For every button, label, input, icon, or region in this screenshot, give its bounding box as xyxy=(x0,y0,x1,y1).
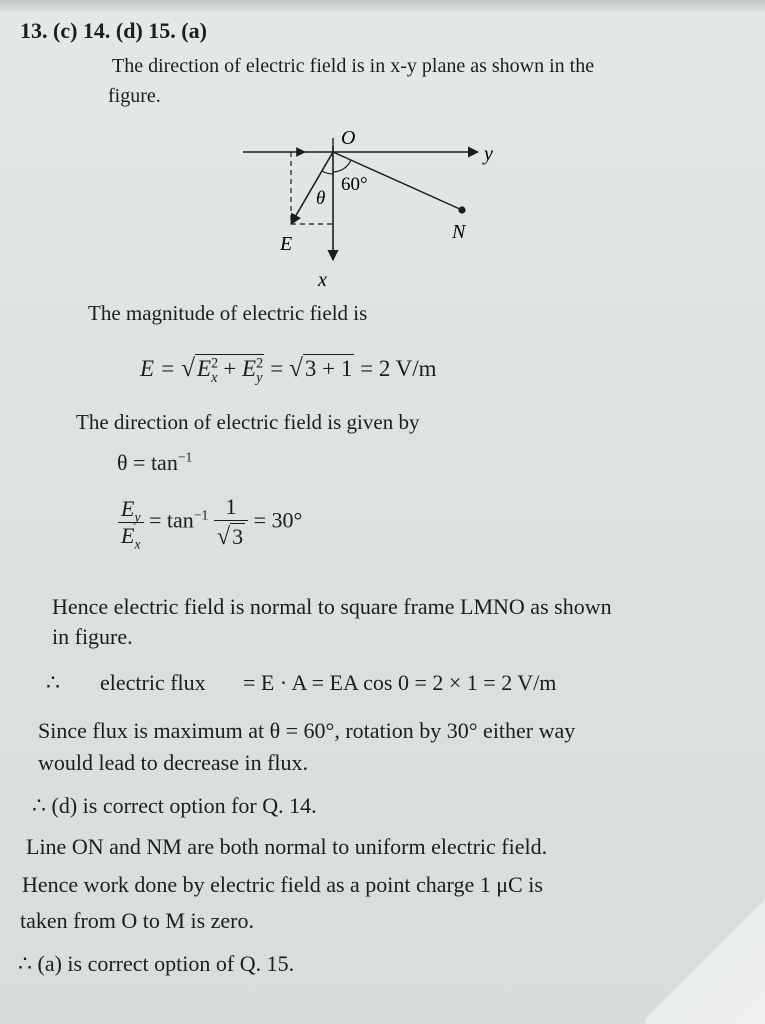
theta-equation: $\theta = \tan^{-1}$ xyxy=(117,449,193,475)
magnitude-intro: The magnitude of electric field is xyxy=(88,301,368,325)
q14-answer: ∴ (d) is correct option for Q. 14. xyxy=(32,793,317,818)
angle-60-label: 60° xyxy=(341,174,368,195)
page-edge-shadow xyxy=(0,0,765,12)
flux-therefore: ∴ xyxy=(46,670,60,695)
para1-line-1: Since flux is maximum at θ = 60°, rotation by 30° either way xyxy=(38,718,576,743)
point-n-dot xyxy=(458,206,465,213)
origin-label: O xyxy=(341,127,356,149)
q15-answer: ∴ (a) is correct option of Q. 15. xyxy=(18,951,295,976)
y-axis-label: y xyxy=(484,143,493,165)
field-vector-e xyxy=(291,152,333,224)
tan-equation: $\frac{E_y}{E_x}$ = $\tan^{-1}$ $\frac{1}{√3}$ = 30° xyxy=(118,496,302,549)
normal-line-2: in figure. xyxy=(52,624,133,649)
flux-equation: = E · A = EA cos 0 = 2 × 1 = 2 V/m xyxy=(243,670,557,695)
point-n-label: N xyxy=(452,221,466,243)
normal-line-1: Hence electric field is normal to square frame LMNO as shown xyxy=(52,594,612,619)
magnitude-equation: $E = √E^2_x + E^2_y = √3 + 1 = 2$ V/m xyxy=(140,354,437,386)
para1-line-2: would lead to decrease in flux. xyxy=(38,750,309,775)
x-axis-label: x xyxy=(318,269,327,291)
field-e-label: E xyxy=(280,233,293,255)
para2-line-1: Line ON and NM are both normal to uniform electric field. xyxy=(26,834,548,859)
intro-line-1: The direction of electric field is in x-y plane as shown in the xyxy=(112,55,595,77)
theta-label: θ xyxy=(316,188,326,209)
answer-header: 13. (c) 14. (d) 15. (a) xyxy=(20,18,207,43)
para2-line-3: taken from O to M is zero. xyxy=(20,908,254,933)
flux-label: electric flux xyxy=(100,670,206,695)
direction-intro: The direction of electric field is given by xyxy=(76,410,420,434)
intro-line-2: figure. xyxy=(108,85,161,107)
page-corner-glare xyxy=(645,864,765,1024)
para2-line-2: Hence work done by electric field as a point charge 1 μC is xyxy=(22,872,543,897)
